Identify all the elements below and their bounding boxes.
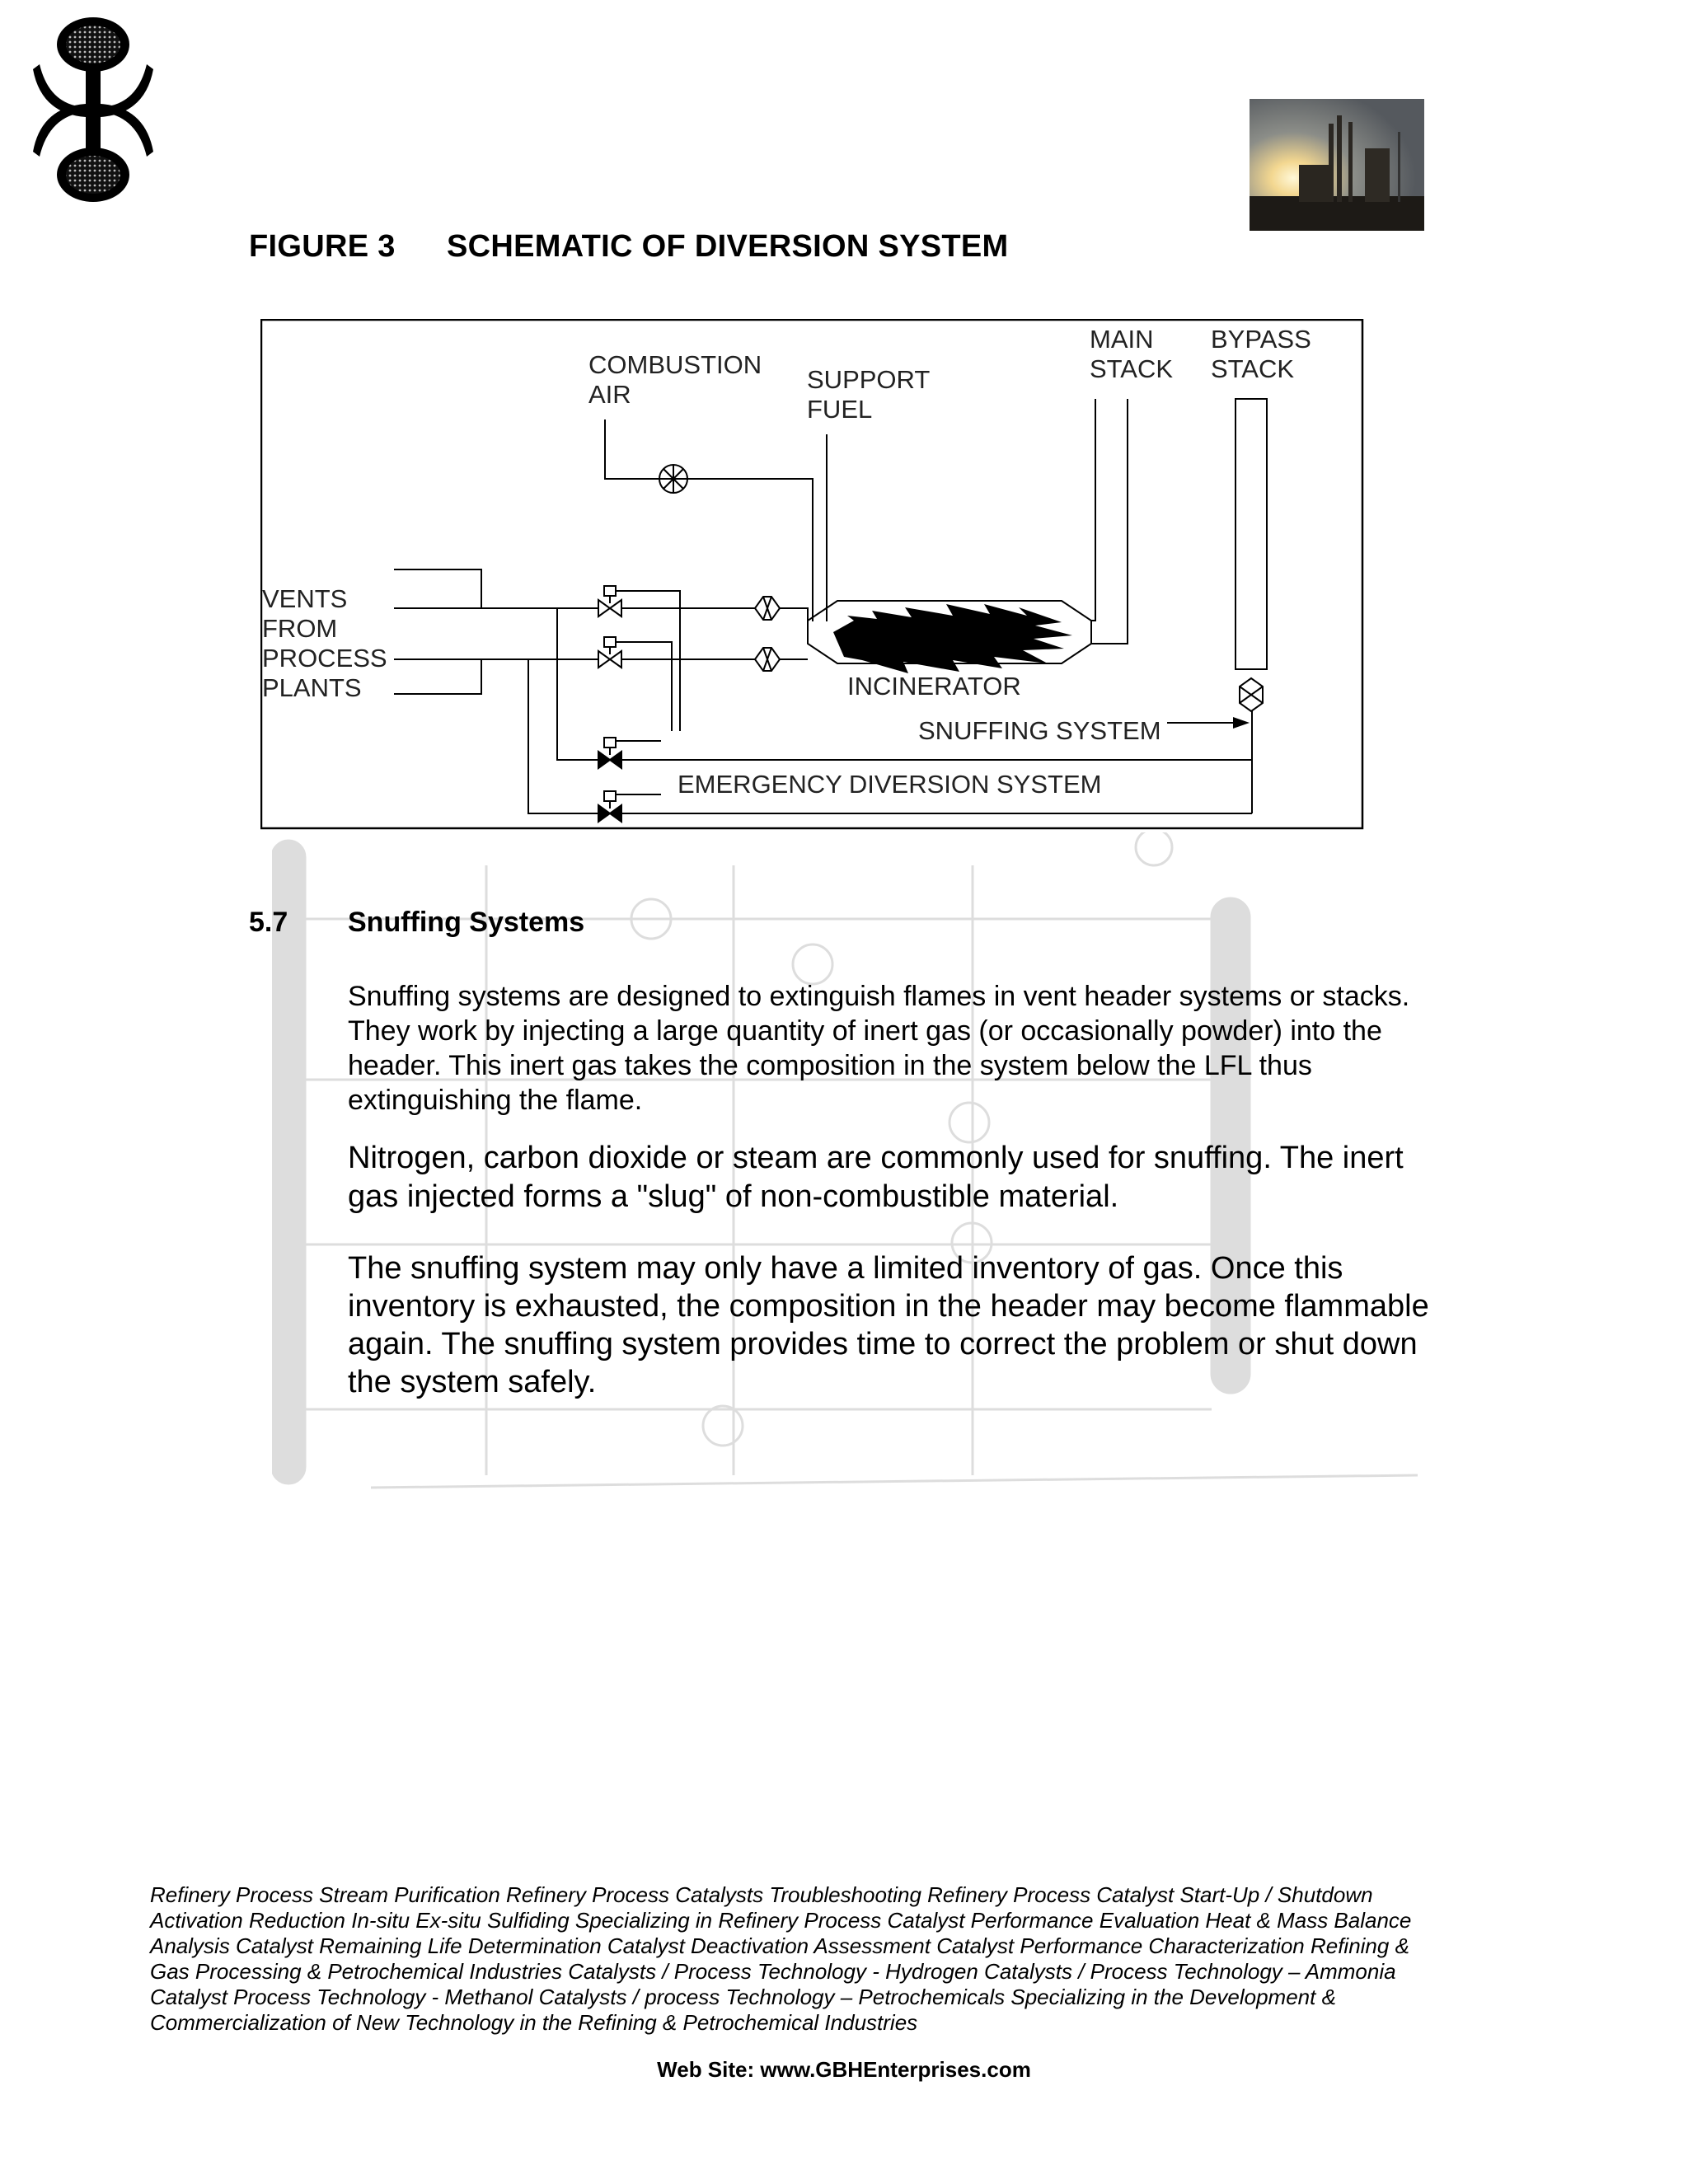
label-air: AIR bbox=[588, 380, 631, 409]
label-vents: VENTS bbox=[262, 584, 348, 613]
figure-number: FIGURE 3 bbox=[249, 229, 396, 264]
label-process: PROCESS bbox=[262, 644, 387, 673]
flame-arrestor-upper-icon bbox=[755, 597, 780, 620]
paragraph-1: Snuffing systems are designed to extinguish flames in vent header systems or stacks. They work by injecting a large quantity of inert gas (or occasionally powder) into the header. This inert gas takes the composition in the system below the LFL thus extinguishing the flame. bbox=[348, 981, 1410, 1116]
stack-arrestor-icon bbox=[1240, 678, 1263, 711]
paragraph-2: Nitrogen, carbon dioxide or steam are commonly used for snuffing. The inert gas injected forms a "slug" of non-combustible material. bbox=[348, 1141, 1404, 1214]
diversion-schematic bbox=[260, 319, 1365, 830]
bypass-stack bbox=[1236, 399, 1267, 669]
section-heading bbox=[249, 907, 584, 939]
snuffing-arrow-icon bbox=[1233, 717, 1250, 729]
section-title: Snuffing Systems bbox=[348, 907, 585, 938]
label-from: FROM bbox=[262, 614, 338, 643]
label-bypass-stack: STACK bbox=[1211, 354, 1295, 383]
label-main: MAIN bbox=[1090, 325, 1154, 354]
label-support: SUPPORT bbox=[807, 365, 931, 394]
label-emergency-diversion: EMERGENCY DIVERSION SYSTEM bbox=[678, 770, 1102, 799]
footer-website: Web Site: www.GBHEnterprises.com bbox=[657, 2057, 1031, 2082]
label-snuffing-system: SNUFFING SYSTEM bbox=[918, 716, 1161, 745]
label-bypass: BYPASS bbox=[1211, 325, 1311, 354]
label-combustion: COMBUSTION bbox=[588, 350, 762, 379]
refinery-photo bbox=[1250, 99, 1424, 231]
label-incinerator: INCINERATOR bbox=[847, 672, 1021, 701]
footer-services: Refinery Process Stream Purification Refinery Process Catalysts Troubleshooting Refinery Process Catalyst Start-Up / Shutdown Activation Reduction In-situ Ex-situ Sulfiding Specializing in Refinery Process Catalyst Performance Evaluation Heat & Mass Balance Analysis Catalyst Remaining Life Determination Catalyst Deactivation Assessment Catalyst Performance Characterization Refining & Gas Processing & Petrochemical Industries Catalysts / Process Technology - Hydrogen Catalysts / Process Technology – Ammonia Catalyst Process Technology - Methanol Catalysts / process Technology – Petrochemicals Specializing in the Development & Commercialization of New Technology in the Refining & Petrochemical Industries bbox=[150, 1882, 1412, 2035]
label-plants: PLANTS bbox=[262, 673, 362, 702]
section-body bbox=[348, 979, 1452, 1401]
company-logo bbox=[33, 15, 153, 204]
label-main-stack: STACK bbox=[1090, 354, 1174, 383]
flame-arrestor-lower-icon bbox=[755, 648, 780, 671]
figure-caption bbox=[249, 229, 1009, 265]
label-fuel: FUEL bbox=[807, 395, 873, 424]
figure-title: SCHEMATIC OF DIVERSION SYSTEM bbox=[447, 229, 1009, 264]
section-number: 5.7 bbox=[249, 907, 288, 938]
paragraph-3: The snuffing system may only have a limited inventory of gas. Once this inventory is exhausted, the composition in the header may become flammable again. The snuffing system provides time to correct the problem or shut down the system safely. bbox=[348, 1251, 1429, 1399]
